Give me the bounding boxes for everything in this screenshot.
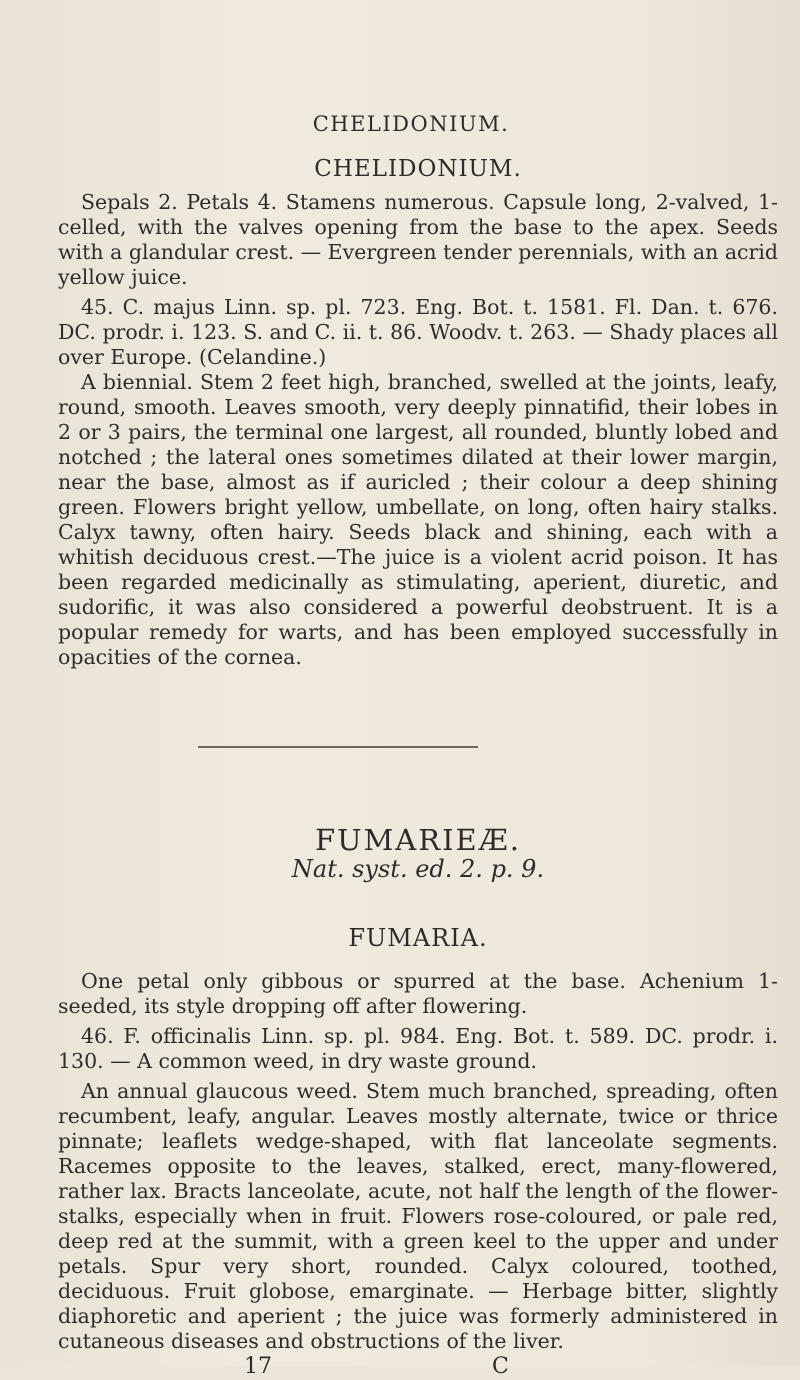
species-description-fumaria-officinalis: An annual glaucous weed. Stem much branched, spreading, often recumbent, leafy, angular. Leaves mostly alternate, twice or thrice pinnate; leaflets wedge-shaped, with flat lanceolate segments. Racemes opposite to the leaves, stalked, erect, many-flowered, rather lax. Bracts lanceolate, acute, not half the length of the flower-stalks, especially when in fruit. Flowers rose-coloured, or pale red, deep red at the summit, with a green keel to the upper and under petals. Spur very short, rounded. Calyx coloured, toothed, deciduous. Fruit globose, emarginate. — Herbage bitter, slightly diaphoretic and aperient ; the juice was formerly administered in cutaneous diseases and obstructions of the liver. — [58, 1079, 778, 1353]
species-entry-chelidonium-majus: 45. C. majus Linn. sp. pl. 723. Eng. Bot. t. 1581. Fl. Dan. t. 676. DC. prodr. i. 123. S. and C. ii. t. 86. Woodv. t. 263. — Shady places all over Europe. (Celandine.) — [58, 295, 778, 369]
running-head: CHELIDONIUM. — [312, 112, 510, 136]
signature-number: 17 — [244, 1354, 272, 1379]
genus-description-chelidonium: Sepals 2. Petals 4. Stamens numerous. Capsule long, 2-valved, 1-celled, with the valves opening from the base to the apex. Seeds with a glandular crest. — Evergreen tender perennials, with an acrid yellow juice. — [58, 190, 778, 289]
text-column — [58, 112, 778, 1380]
printer-signature — [58, 1354, 778, 1380]
family-heading: FUMARIEÆ. — [315, 823, 521, 857]
section-divider — [198, 746, 478, 748]
species-entry-fumaria-officinalis: 46. F. officinalis Linn. sp. pl. 984. Eng. Bot. t. 589. DC. prodr. i. 130. — A common weed, in dry waste ground. — [58, 1024, 778, 1073]
signature-letter: C — [492, 1354, 509, 1379]
genus-heading-fumaria: FUMARIA. — [348, 924, 488, 952]
family-reference: Nat. syst. ed. 2. p. 9. — [291, 855, 545, 883]
species-description-chelidonium-majus: A biennial. Stem 2 feet high, branched, swelled at the joints, leafy, round, smooth. Leaves smooth, very deeply pinnatifid, their lobes in 2 or 3 pairs, the terminal one largest, all rounded, bluntly lobed and notched ; the lateral ones sometimes dilated at their lower margin, near the base, almost as if auricled ; their colour a deep shining green. Flowers bright yellow, umbellate, on long, often hairy stalks. Calyx tawny, often hairy. Seeds black and shining, each with a whitish deciduous crest.—The juice is a violent acrid poison. It has been regarded medicinally as stimulating, aperient, diuretic, and sudorific, it was also considered a powerful deobstruent. It is a popular remedy for warts, and has been employed successfully in opacities of the cornea. — [58, 370, 778, 669]
genus-description-fumaria: One petal only gibbous or spurred at the base. Achenium 1-seeded, its style dropping off after flowering. — [58, 969, 778, 1018]
genus-heading-chelidonium: CHELIDONIUM. — [314, 156, 522, 182]
